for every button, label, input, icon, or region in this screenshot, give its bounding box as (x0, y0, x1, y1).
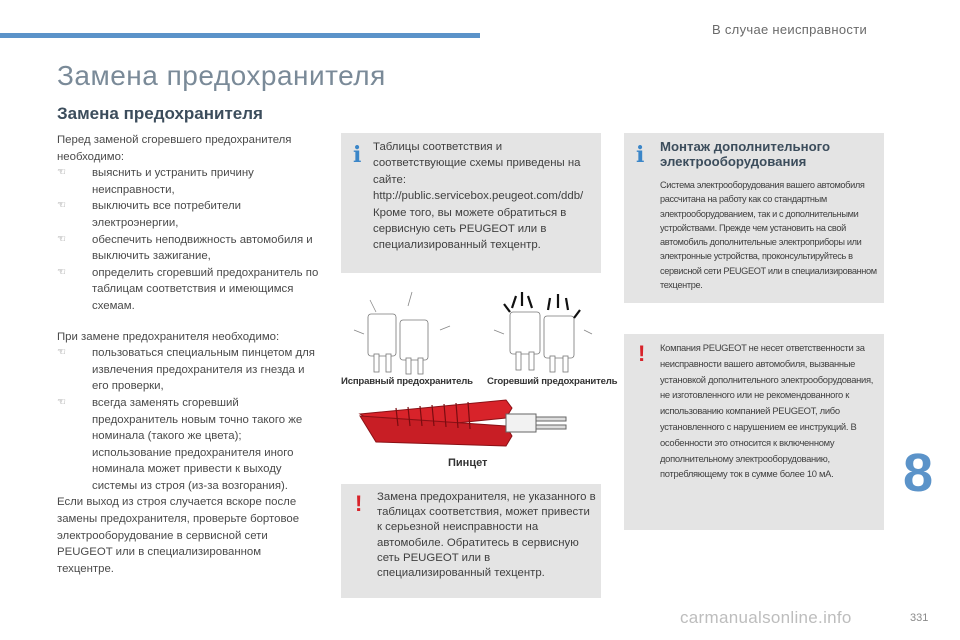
preparation-list (57, 165, 319, 314)
bullet-icon: ☜ (57, 396, 66, 408)
bullet-icon: ☜ (57, 233, 66, 245)
info-icon: i (636, 142, 645, 168)
page-number: 331 (910, 612, 929, 624)
fuse-illustration (340, 290, 604, 386)
replacement-list (57, 345, 319, 494)
warning-text: Замена предохранителя, не указанного в таблицах соответствия, может привести к серьезной неисправности на автомобиле. Обратитесь в сервисную сеть PEUGEOT или в специализированный техцентр. (377, 491, 596, 580)
section-title: Замена предохранителя (57, 104, 263, 123)
list-item: ☜ определить сгоревший предохранитель по таблицам соответствия и имеющимся схемам. (57, 266, 319, 312)
accessory-warning-text: Компания PEUGEOT не несет ответственности за неисправности вашего автомобиля, вызванные установкой дополнительного электрооборудования, не изготовленного или не рекомендованного к использованию компанией PEUGEOT, либо установленного с нарушением ее инструкций. В особенности это относится к включенному дополнительному электрооборудованию, потребляющему ток в сумме более 10 мА. (660, 342, 874, 480)
chapter-number: 8 (903, 443, 934, 503)
good-fuse-image (354, 292, 450, 374)
bullet-icon: ☜ (57, 200, 66, 212)
list-item: ☜ пользоваться специальным пинцетом для извлечения предохранителя из гнезда и его проверки, (57, 347, 315, 393)
warning-box (341, 484, 601, 598)
accessory-text: Система электрооборудования вашего автомобиля рассчитана на работу как со стандартным электрооборудованием, так и с дополнительными устройствами. Прежде чем установить на свой автомобиль дополнительные электроприборы или электронные устройства, проконсультируйтесь в сервисной сети PEUGEOT или в специализированном техцентре. (660, 180, 877, 291)
watermark: carmanualsonline.info (680, 608, 852, 627)
blown-fuse-label: Сгоревший предохранитель (487, 376, 618, 387)
list-item: ☜ всегда заменять сгоревший предохранитель новым точно такого же номинала (такого же цвета); использование предохранителя иного номинала может привести к выходу системы из строя (из-за возгорания). (57, 396, 303, 492)
left-column (57, 132, 319, 577)
page-title: Замена предохранителя (57, 60, 386, 91)
accessory-title: Монтаж дополнительного электрооборудования (660, 139, 831, 169)
info-icon: i (353, 142, 362, 168)
bullet-icon: ☜ (57, 167, 66, 179)
warning-icon: ! (638, 341, 646, 366)
header-accent-bar (0, 33, 480, 38)
list-item: ☜ обеспечить неподвижность автомобиля и выключить зажигание, (57, 233, 313, 263)
warning-icon: ! (355, 491, 363, 516)
list-item: ☜ выключить все потребители электроэнергии, (57, 200, 241, 229)
tweezers-image (356, 396, 586, 456)
bullet-icon: ☜ (57, 347, 66, 359)
list-item: ☜ выяснить и устранить причину неисправности, (57, 167, 254, 196)
blown-fuse-image (494, 292, 592, 372)
replacement-intro: При замене предохранителя необходимо: (57, 330, 280, 343)
accessory-info-box (624, 133, 884, 303)
accessory-warning-box (624, 334, 884, 530)
info-text: Таблицы соответствия и соответствующие схемы приведены на сайте: http://public.servicebox.peugeot.com/ddb/ Кроме того, вы можете обратиться в сервисную сеть PEUGEOT или в специализированный техцентр. (373, 141, 584, 252)
outro-paragraph: Если выход из строя случается вскоре после замены предохранителя, проверьте бортовое электрооборудование в сервисной сети PEUGEOT или в специализированном техцентре. (57, 496, 300, 575)
good-fuse-label: Исправный предохранитель (341, 376, 473, 387)
tweezers-label: Пинцет (448, 457, 488, 469)
info-box (341, 133, 601, 273)
section-header: В случае неисправности (712, 22, 868, 37)
intro-paragraph: Перед заменой сгоревшего предохранителя необходимо: (57, 134, 292, 163)
bullet-icon: ☜ (57, 266, 66, 278)
